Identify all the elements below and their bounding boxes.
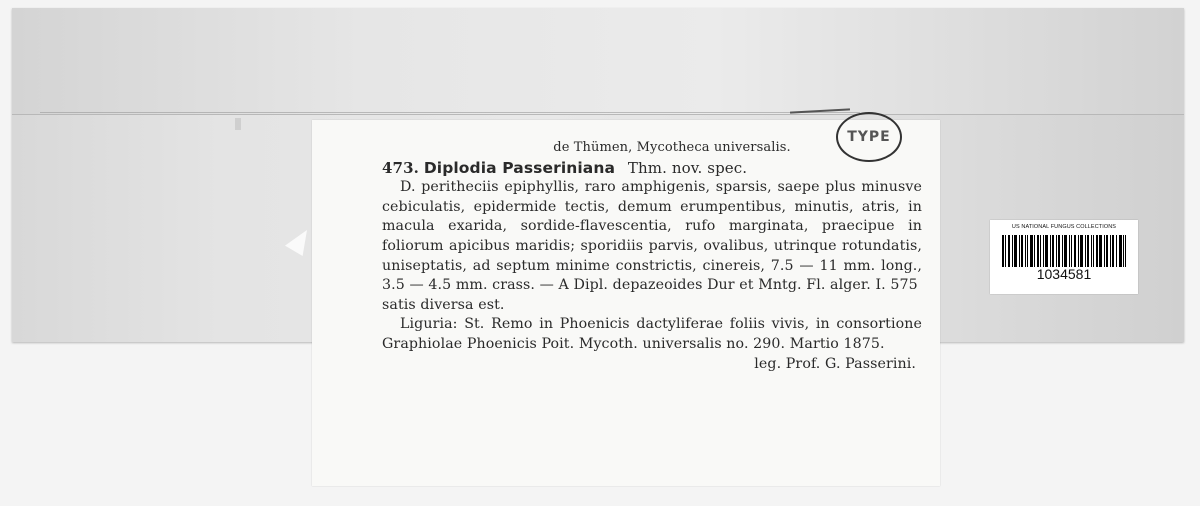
type-stamp: TYPE — [836, 112, 902, 162]
species-description: D. peritheciis epiphyllis, raro amphigenis, sparsis, saepe plus minusve cebiculatis, epidermide tectis, demum erumpentibus, minutis, atris, in macula exarida, sordide-flavescentia, rufo marginata, praecipue in foliorum apicibus maridis; sporidiis parvis, ovalibus, utrinque rotundatis, uniseptatis, ad septum minime constrictis, cinereis, 7.5 — 11 mm. long., 3.5 — 4.5 mm. crass. — A Dipl. depazeoides Dur et Mntg. Fl. alger. I. 575 — [382, 179, 922, 294]
catalog-number: 1034581 — [1036, 266, 1092, 282]
packet-mark — [235, 118, 241, 130]
description-end: satis diversa est. — [382, 296, 505, 313]
species-name: Diplodia Passeriniana — [423, 158, 616, 177]
specimen-label — [312, 120, 940, 486]
exsiccata-number: 473. — [382, 158, 419, 177]
collection-name: US NATIONAL FUNGUS COLLECTIONS — [1011, 224, 1117, 230]
fold-line — [40, 112, 860, 113]
packet-flap — [12, 8, 1184, 115]
barcode-sticker — [990, 220, 1138, 294]
locality-text: Liguria: St. Remo in Phoenicis dactyliferae foliis vivis, in consortione Graphiolae Phoenicis Poit. Mycoth. universalis no. 290. Martio 1875. — [382, 316, 922, 352]
species-author: Thm. nov. spec. — [627, 158, 748, 177]
collector-line: leg. Prof. G. Passerini. — [754, 355, 916, 372]
barcode-image — [1002, 235, 1126, 267]
label-text-block — [382, 138, 922, 374]
series-title: de Thümen, Mycotheca universalis. — [553, 140, 791, 155]
species-heading — [382, 159, 922, 179]
